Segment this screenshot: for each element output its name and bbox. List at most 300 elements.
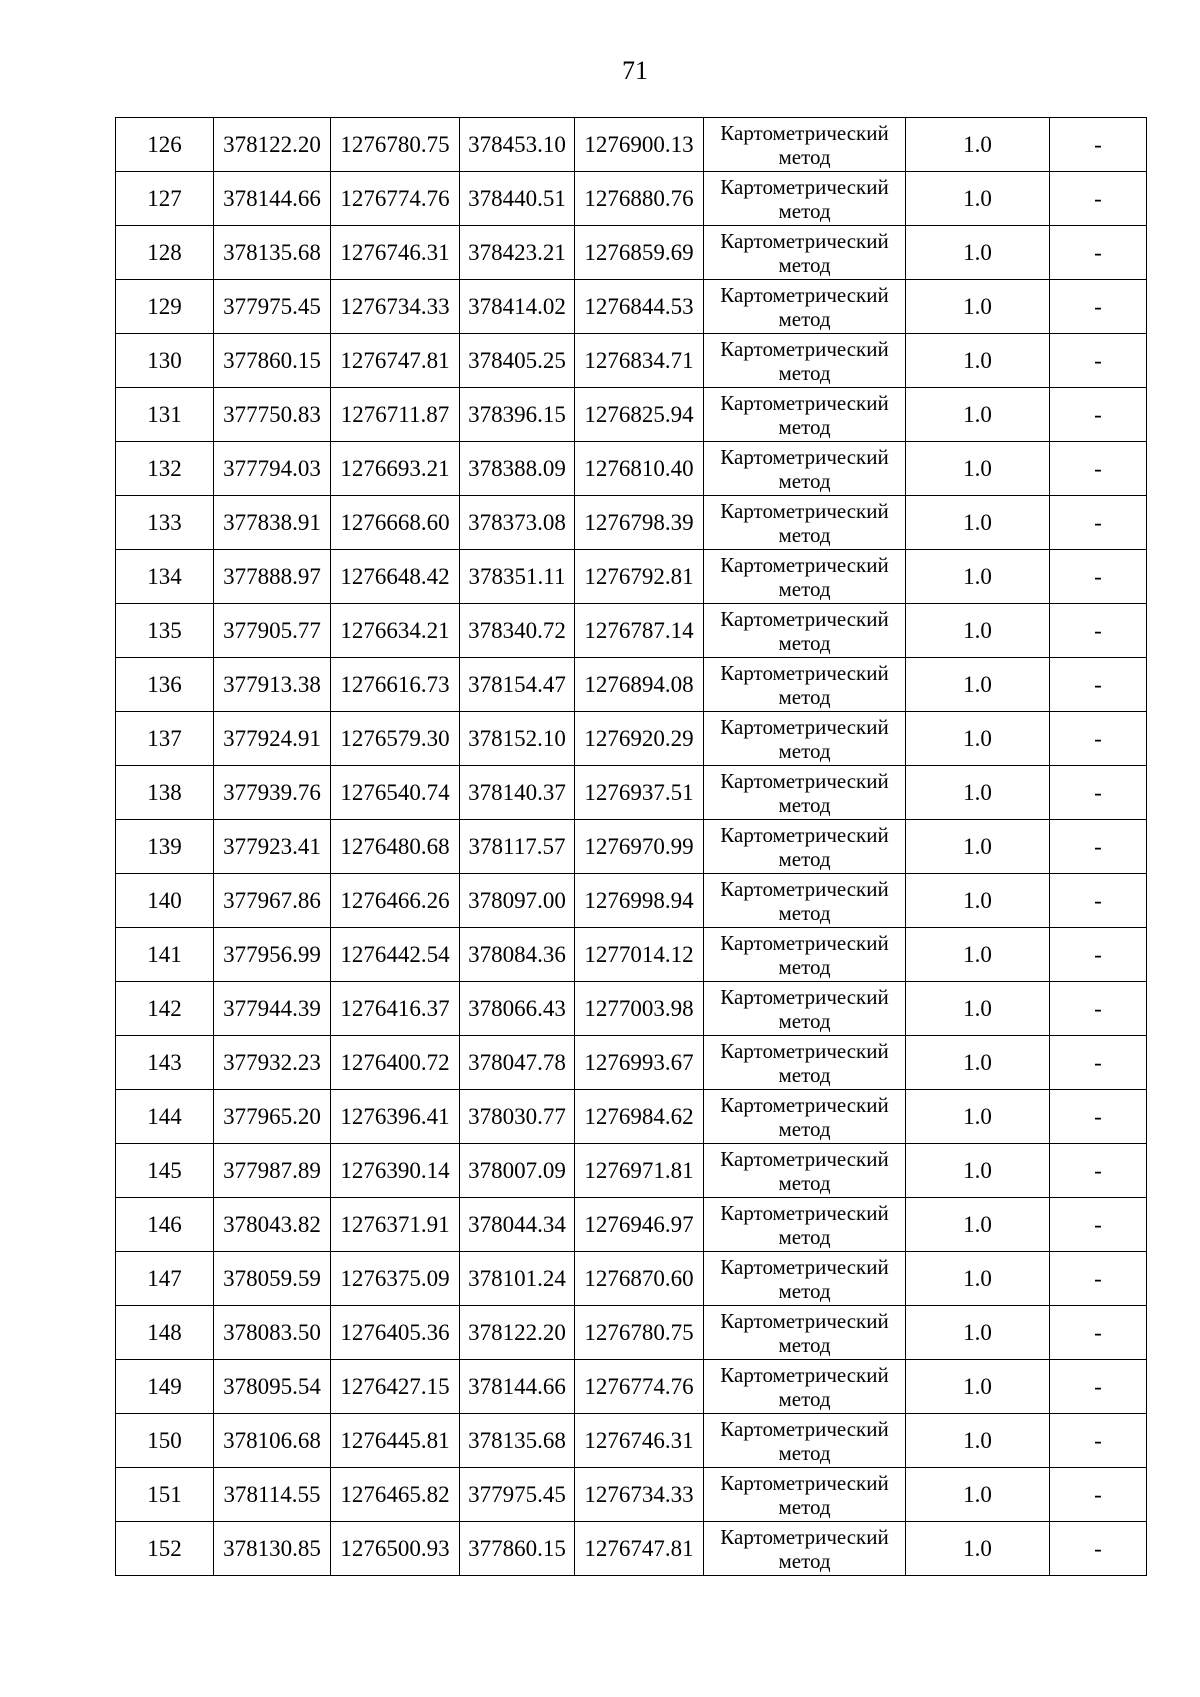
method-text: метод (778, 792, 831, 817)
point-number-cell: 138 (116, 766, 214, 820)
point-number-cell: 149 (116, 1360, 214, 1414)
table-row (116, 982, 1147, 1036)
note-cell: - (1050, 1198, 1147, 1252)
y2-cell: 1276792.81 (575, 550, 704, 604)
table-row (116, 334, 1147, 388)
y2-cell: 1276834.71 (575, 334, 704, 388)
table-row (116, 928, 1147, 982)
point-number-cell: 135 (116, 604, 214, 658)
x2-cell: 378414.02 (460, 280, 575, 334)
table-body (116, 118, 1147, 1576)
point-number-cell: 137 (116, 712, 214, 766)
x1-cell: 378114.55 (214, 1468, 331, 1522)
y1-cell: 1276648.42 (331, 550, 460, 604)
x2-cell: 378373.08 (460, 496, 575, 550)
method-cell (704, 1252, 906, 1306)
x1-cell: 377888.97 (214, 550, 331, 604)
y1-cell: 1276500.93 (331, 1522, 460, 1576)
x2-cell: 378351.11 (460, 550, 575, 604)
table-row (116, 766, 1147, 820)
x1-cell: 377860.15 (214, 334, 331, 388)
y2-cell: 1276825.94 (575, 388, 704, 442)
x1-cell: 377913.38 (214, 658, 331, 712)
precision-cell: 1.0 (906, 280, 1050, 334)
note-cell: - (1050, 388, 1147, 442)
note-cell: - (1050, 442, 1147, 496)
note-cell: - (1050, 1144, 1147, 1198)
y1-cell: 1276442.54 (331, 928, 460, 982)
method-cell (704, 118, 906, 172)
x1-cell: 378144.66 (214, 172, 331, 226)
method-cell (704, 1144, 906, 1198)
method-text: Картометрический (720, 876, 889, 901)
x2-cell: 378117.57 (460, 820, 575, 874)
precision-cell: 1.0 (906, 1090, 1050, 1144)
y1-cell: 1276711.87 (331, 388, 460, 442)
method-cell (704, 1414, 906, 1468)
precision-cell: 1.0 (906, 1252, 1050, 1306)
method-text: Картометрический (720, 282, 889, 307)
x2-cell: 378144.66 (460, 1360, 575, 1414)
y2-cell: 1276859.69 (575, 226, 704, 280)
precision-cell: 1.0 (906, 1360, 1050, 1414)
y1-cell: 1276774.76 (331, 172, 460, 226)
x2-cell: 378084.36 (460, 928, 575, 982)
method-text: Картометрический (720, 714, 889, 739)
y1-cell: 1276465.82 (331, 1468, 460, 1522)
y2-cell: 1276747.81 (575, 1522, 704, 1576)
y2-cell: 1276970.99 (575, 820, 704, 874)
coordinates-table (115, 117, 1147, 1576)
note-cell: - (1050, 1306, 1147, 1360)
page-number: 71 (622, 56, 648, 85)
precision-cell: 1.0 (906, 982, 1050, 1036)
y2-cell: 1277014.12 (575, 928, 704, 982)
y1-cell: 1276634.21 (331, 604, 460, 658)
point-number-cell: 142 (116, 982, 214, 1036)
note-cell: - (1050, 118, 1147, 172)
y1-cell: 1276734.33 (331, 280, 460, 334)
table-row (116, 226, 1147, 280)
point-number-cell: 147 (116, 1252, 214, 1306)
method-text: Картометрический (720, 498, 889, 523)
method-cell (704, 1522, 906, 1576)
table-row (116, 1306, 1147, 1360)
point-number-cell: 143 (116, 1036, 214, 1090)
method-text: Картометрический (720, 1470, 889, 1495)
note-cell: - (1050, 550, 1147, 604)
method-text: Картометрический (720, 768, 889, 793)
y2-cell: 1276946.97 (575, 1198, 704, 1252)
method-cell (704, 1306, 906, 1360)
precision-cell: 1.0 (906, 1522, 1050, 1576)
precision-cell: 1.0 (906, 1414, 1050, 1468)
x1-cell: 377750.83 (214, 388, 331, 442)
table-row (116, 496, 1147, 550)
precision-cell: 1.0 (906, 820, 1050, 874)
method-text: метод (778, 1278, 831, 1303)
method-text: Картометрический (720, 228, 889, 253)
table-row (116, 388, 1147, 442)
method-cell (704, 712, 906, 766)
x2-cell: 378340.72 (460, 604, 575, 658)
x1-cell: 378135.68 (214, 226, 331, 280)
method-text: метод (778, 1494, 831, 1519)
method-text: метод (778, 576, 831, 601)
method-text: Картометрический (720, 1524, 889, 1549)
method-text: Картометрический (720, 1416, 889, 1441)
point-number-cell: 151 (116, 1468, 214, 1522)
y1-cell: 1276400.72 (331, 1036, 460, 1090)
method-text: Картометрический (720, 444, 889, 469)
method-text: Картометрический (720, 1092, 889, 1117)
precision-cell: 1.0 (906, 442, 1050, 496)
note-cell: - (1050, 874, 1147, 928)
method-text: метод (778, 144, 831, 169)
table-row (116, 280, 1147, 334)
table-row (116, 1252, 1147, 1306)
x1-cell: 377923.41 (214, 820, 331, 874)
table-row (116, 1198, 1147, 1252)
y2-cell: 1276900.13 (575, 118, 704, 172)
y2-cell: 1276998.94 (575, 874, 704, 928)
method-text: метод (778, 684, 831, 709)
x1-cell: 377965.20 (214, 1090, 331, 1144)
method-text: Картометрический (720, 1362, 889, 1387)
x2-cell: 378453.10 (460, 118, 575, 172)
table-row (116, 1468, 1147, 1522)
y1-cell: 1276780.75 (331, 118, 460, 172)
precision-cell: 1.0 (906, 712, 1050, 766)
x1-cell: 377956.99 (214, 928, 331, 982)
table-row (116, 1522, 1147, 1576)
point-number-cell: 134 (116, 550, 214, 604)
method-cell (704, 280, 906, 334)
y1-cell: 1276540.74 (331, 766, 460, 820)
note-cell: - (1050, 496, 1147, 550)
y2-cell: 1276787.14 (575, 604, 704, 658)
y2-cell: 1276993.67 (575, 1036, 704, 1090)
x1-cell: 377794.03 (214, 442, 331, 496)
method-cell (704, 172, 906, 226)
x2-cell: 377860.15 (460, 1522, 575, 1576)
note-cell: - (1050, 226, 1147, 280)
note-cell: - (1050, 820, 1147, 874)
note-cell: - (1050, 928, 1147, 982)
precision-cell: 1.0 (906, 658, 1050, 712)
y2-cell: 1276798.39 (575, 496, 704, 550)
method-cell (704, 226, 906, 280)
y1-cell: 1276390.14 (331, 1144, 460, 1198)
note-cell: - (1050, 1090, 1147, 1144)
method-cell (704, 1198, 906, 1252)
y2-cell: 1276774.76 (575, 1360, 704, 1414)
x1-cell: 377939.76 (214, 766, 331, 820)
method-text: Картометрический (720, 606, 889, 631)
precision-cell: 1.0 (906, 550, 1050, 604)
method-text: Картометрический (720, 120, 889, 145)
note-cell: - (1050, 604, 1147, 658)
y1-cell: 1276579.30 (331, 712, 460, 766)
note-cell: - (1050, 1360, 1147, 1414)
precision-cell: 1.0 (906, 874, 1050, 928)
x1-cell: 378043.82 (214, 1198, 331, 1252)
method-cell (704, 334, 906, 388)
precision-cell: 1.0 (906, 928, 1050, 982)
method-text: метод (778, 1008, 831, 1033)
table-row (116, 172, 1147, 226)
precision-cell: 1.0 (906, 1306, 1050, 1360)
point-number-cell: 126 (116, 118, 214, 172)
point-number-cell: 129 (116, 280, 214, 334)
precision-cell: 1.0 (906, 604, 1050, 658)
table-row (116, 1144, 1147, 1198)
y2-cell: 1276870.60 (575, 1252, 704, 1306)
table-row (116, 118, 1147, 172)
y2-cell: 1277003.98 (575, 982, 704, 1036)
method-text: Картометрический (720, 660, 889, 685)
precision-cell: 1.0 (906, 1198, 1050, 1252)
method-text: метод (778, 198, 831, 223)
method-cell (704, 496, 906, 550)
point-number-cell: 136 (116, 658, 214, 712)
point-number-cell: 128 (116, 226, 214, 280)
precision-cell: 1.0 (906, 118, 1050, 172)
x2-cell: 378044.34 (460, 1198, 575, 1252)
table-row (116, 658, 1147, 712)
precision-cell: 1.0 (906, 766, 1050, 820)
point-number-cell: 139 (116, 820, 214, 874)
method-text: метод (778, 1386, 831, 1411)
y1-cell: 1276371.91 (331, 1198, 460, 1252)
method-text: метод (778, 360, 831, 385)
note-cell: - (1050, 1252, 1147, 1306)
y1-cell: 1276747.81 (331, 334, 460, 388)
x2-cell: 378423.21 (460, 226, 575, 280)
table-row (116, 1360, 1147, 1414)
method-text: метод (778, 1332, 831, 1357)
method-text: метод (778, 252, 831, 277)
x1-cell: 377838.91 (214, 496, 331, 550)
method-cell (704, 604, 906, 658)
table-row (116, 1036, 1147, 1090)
point-number-cell: 132 (116, 442, 214, 496)
note-cell: - (1050, 766, 1147, 820)
y2-cell: 1276734.33 (575, 1468, 704, 1522)
point-number-cell: 130 (116, 334, 214, 388)
table-row (116, 442, 1147, 496)
y2-cell: 1276937.51 (575, 766, 704, 820)
table-row (116, 874, 1147, 928)
x1-cell: 378122.20 (214, 118, 331, 172)
note-cell: - (1050, 982, 1147, 1036)
x1-cell: 377944.39 (214, 982, 331, 1036)
y2-cell: 1276920.29 (575, 712, 704, 766)
method-cell (704, 1036, 906, 1090)
y2-cell: 1276844.53 (575, 280, 704, 334)
method-text: метод (778, 1440, 831, 1465)
method-cell (704, 874, 906, 928)
method-text: метод (778, 1170, 831, 1195)
x1-cell: 377924.91 (214, 712, 331, 766)
table-row (116, 604, 1147, 658)
method-cell (704, 1360, 906, 1414)
method-text: Картометрический (720, 1200, 889, 1225)
method-cell (704, 442, 906, 496)
point-number-cell: 131 (116, 388, 214, 442)
y2-cell: 1276810.40 (575, 442, 704, 496)
method-text: метод (778, 1548, 831, 1573)
x2-cell: 378396.15 (460, 388, 575, 442)
method-text: Картометрический (720, 822, 889, 847)
y2-cell: 1276894.08 (575, 658, 704, 712)
method-text: Картометрический (720, 1038, 889, 1063)
x2-cell: 378097.00 (460, 874, 575, 928)
method-text: Картометрический (720, 390, 889, 415)
method-text: Картометрический (720, 984, 889, 1009)
precision-cell: 1.0 (906, 334, 1050, 388)
point-number-cell: 141 (116, 928, 214, 982)
table-row (116, 712, 1147, 766)
y2-cell: 1276880.76 (575, 172, 704, 226)
x1-cell: 378106.68 (214, 1414, 331, 1468)
x2-cell: 378047.78 (460, 1036, 575, 1090)
y1-cell: 1276693.21 (331, 442, 460, 496)
precision-cell: 1.0 (906, 1036, 1050, 1090)
y2-cell: 1276780.75 (575, 1306, 704, 1360)
point-number-cell: 127 (116, 172, 214, 226)
method-text: метод (778, 1224, 831, 1249)
y1-cell: 1276480.68 (331, 820, 460, 874)
y1-cell: 1276668.60 (331, 496, 460, 550)
x2-cell: 378122.20 (460, 1306, 575, 1360)
note-cell: - (1050, 1036, 1147, 1090)
method-text: метод (778, 954, 831, 979)
x1-cell: 377932.23 (214, 1036, 331, 1090)
point-number-cell: 133 (116, 496, 214, 550)
x2-cell: 378405.25 (460, 334, 575, 388)
point-number-cell: 152 (116, 1522, 214, 1576)
method-text: Картометрический (720, 1254, 889, 1279)
x2-cell: 378152.10 (460, 712, 575, 766)
method-cell (704, 1468, 906, 1522)
y1-cell: 1276466.26 (331, 874, 460, 928)
method-text: метод (778, 468, 831, 493)
x1-cell: 377975.45 (214, 280, 331, 334)
method-cell (704, 928, 906, 982)
point-number-cell: 140 (116, 874, 214, 928)
x2-cell: 378388.09 (460, 442, 575, 496)
note-cell: - (1050, 334, 1147, 388)
x1-cell: 378083.50 (214, 1306, 331, 1360)
x2-cell: 377975.45 (460, 1468, 575, 1522)
precision-cell: 1.0 (906, 172, 1050, 226)
method-text: Картометрический (720, 930, 889, 955)
x2-cell: 378101.24 (460, 1252, 575, 1306)
method-cell (704, 550, 906, 604)
table-row (116, 820, 1147, 874)
point-number-cell: 146 (116, 1198, 214, 1252)
table-row (116, 1414, 1147, 1468)
precision-cell: 1.0 (906, 1144, 1050, 1198)
note-cell: - (1050, 658, 1147, 712)
method-text: метод (778, 900, 831, 925)
y1-cell: 1276746.31 (331, 226, 460, 280)
y1-cell: 1276427.15 (331, 1360, 460, 1414)
point-number-cell: 150 (116, 1414, 214, 1468)
method-text: метод (778, 846, 831, 871)
point-number-cell: 145 (116, 1144, 214, 1198)
precision-cell: 1.0 (906, 226, 1050, 280)
method-text: метод (778, 414, 831, 439)
x2-cell: 378066.43 (460, 982, 575, 1036)
precision-cell: 1.0 (906, 496, 1050, 550)
x2-cell: 378007.09 (460, 1144, 575, 1198)
table-row (116, 550, 1147, 604)
note-cell: - (1050, 1522, 1147, 1576)
x1-cell: 377905.77 (214, 604, 331, 658)
x2-cell: 378440.51 (460, 172, 575, 226)
note-cell: - (1050, 1468, 1147, 1522)
point-number-cell: 144 (116, 1090, 214, 1144)
y2-cell: 1276984.62 (575, 1090, 704, 1144)
table-row (116, 1090, 1147, 1144)
x1-cell: 378130.85 (214, 1522, 331, 1576)
method-text: метод (778, 738, 831, 763)
y1-cell: 1276445.81 (331, 1414, 460, 1468)
x1-cell: 378095.54 (214, 1360, 331, 1414)
method-text: метод (778, 1116, 831, 1141)
method-text: Картометрический (720, 174, 889, 199)
y1-cell: 1276375.09 (331, 1252, 460, 1306)
method-cell (704, 1090, 906, 1144)
y2-cell: 1276746.31 (575, 1414, 704, 1468)
method-cell (704, 982, 906, 1036)
y1-cell: 1276416.37 (331, 982, 460, 1036)
x1-cell: 377987.89 (214, 1144, 331, 1198)
method-text: метод (778, 522, 831, 547)
x2-cell: 378140.37 (460, 766, 575, 820)
y1-cell: 1276616.73 (331, 658, 460, 712)
note-cell: - (1050, 1414, 1147, 1468)
y2-cell: 1276971.81 (575, 1144, 704, 1198)
y1-cell: 1276396.41 (331, 1090, 460, 1144)
method-text: Картометрический (720, 552, 889, 577)
method-text: метод (778, 1062, 831, 1087)
method-cell (704, 766, 906, 820)
method-cell (704, 388, 906, 442)
method-cell (704, 820, 906, 874)
note-cell: - (1050, 280, 1147, 334)
method-cell (704, 658, 906, 712)
method-text: Картометрический (720, 1308, 889, 1333)
x2-cell: 378154.47 (460, 658, 575, 712)
y1-cell: 1276405.36 (331, 1306, 460, 1360)
method-text: метод (778, 630, 831, 655)
point-number-cell: 148 (116, 1306, 214, 1360)
precision-cell: 1.0 (906, 1468, 1050, 1522)
x2-cell: 378030.77 (460, 1090, 575, 1144)
x1-cell: 377967.86 (214, 874, 331, 928)
x2-cell: 378135.68 (460, 1414, 575, 1468)
note-cell: - (1050, 712, 1147, 766)
method-text: Картометрический (720, 336, 889, 361)
note-cell: - (1050, 172, 1147, 226)
method-text: Картометрический (720, 1146, 889, 1171)
method-text: метод (778, 306, 831, 331)
x1-cell: 378059.59 (214, 1252, 331, 1306)
precision-cell: 1.0 (906, 388, 1050, 442)
